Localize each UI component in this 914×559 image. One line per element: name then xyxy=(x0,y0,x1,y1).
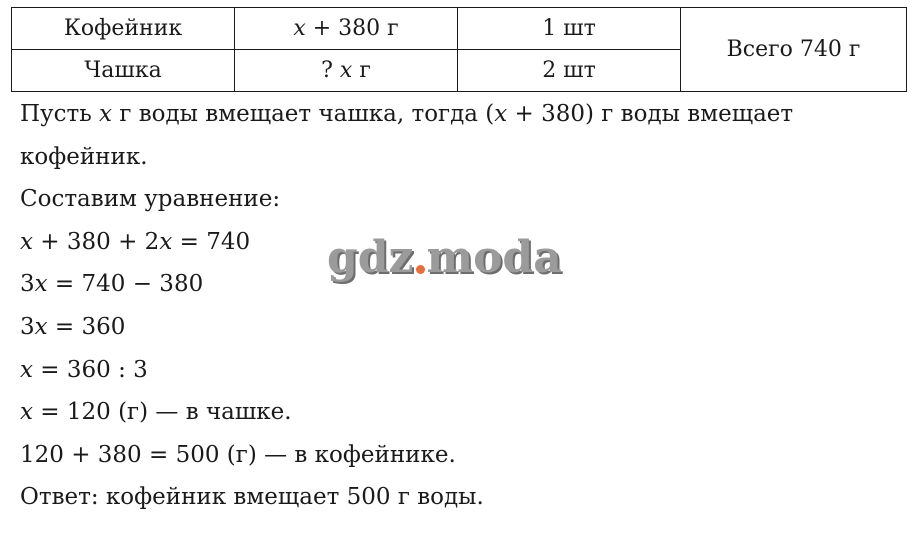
count-text: 1 шт xyxy=(542,16,596,41)
variable-x: x xyxy=(494,101,508,127)
count-text: 2 шт xyxy=(542,58,596,83)
equation-line xyxy=(20,349,900,392)
text-segment: = 740 − 380 xyxy=(47,271,204,298)
variable-x: x xyxy=(339,58,353,83)
text-segment: = 360 : 3 xyxy=(32,356,148,383)
text-segment: г воды вмещает чашка, тогда ( xyxy=(112,101,495,127)
variable-x: x xyxy=(20,228,33,255)
mass-text: г xyxy=(352,58,371,83)
problem-table xyxy=(11,7,907,92)
table-cell-item xyxy=(12,8,235,50)
variable-x: x xyxy=(99,101,113,127)
text-segment: = 360 xyxy=(47,313,126,340)
table-cell-mass xyxy=(235,50,458,92)
watermark-dot xyxy=(416,265,425,274)
table-cell-mass xyxy=(235,8,458,50)
text-segment: + 380 + 2 xyxy=(32,228,160,255)
variable-x: x xyxy=(293,16,306,41)
table-cell-item xyxy=(12,50,235,92)
total-text: Всего 740 г xyxy=(726,37,861,62)
text-segment: + 380) г воды вмещает xyxy=(507,101,794,127)
unknown-mark: ? xyxy=(321,58,340,83)
text-segment: = 740 xyxy=(172,228,251,255)
watermark-text: gdz xyxy=(327,232,414,283)
text-segment: 3 xyxy=(20,271,35,298)
variable-x: x xyxy=(159,228,173,255)
equation-line xyxy=(20,306,900,349)
watermark-text: moda xyxy=(426,232,562,283)
solution-text xyxy=(20,93,900,519)
watermark-logo xyxy=(327,232,562,283)
row-item-label: Чашка xyxy=(84,58,162,83)
table-cell-count xyxy=(458,8,681,50)
row-item-label: Кофейник xyxy=(63,16,183,41)
variable-x: x xyxy=(34,271,48,298)
mass-text: + 380 г xyxy=(305,16,399,41)
variable-x: x xyxy=(20,399,33,426)
solution-line: Составим уравнение: xyxy=(20,186,281,213)
solution-line: кофейник. xyxy=(20,143,148,170)
variable-x: x xyxy=(34,313,48,340)
table-cell-count xyxy=(458,50,681,92)
equation-line xyxy=(20,391,900,434)
table-cell-total xyxy=(681,8,907,92)
solution-line xyxy=(20,93,900,136)
table-row xyxy=(12,8,907,50)
solution-line: 120 + 380 = 500 (г) — в кофейнике. xyxy=(20,441,456,468)
text-segment: = 120 (г) — в чашке. xyxy=(32,399,292,426)
variable-x: x xyxy=(20,356,33,383)
text-segment: 3 xyxy=(20,313,35,340)
text-segment: Пусть xyxy=(20,101,100,127)
answer-line: Ответ: кофейник вмещает 500 г воды. xyxy=(20,484,484,511)
